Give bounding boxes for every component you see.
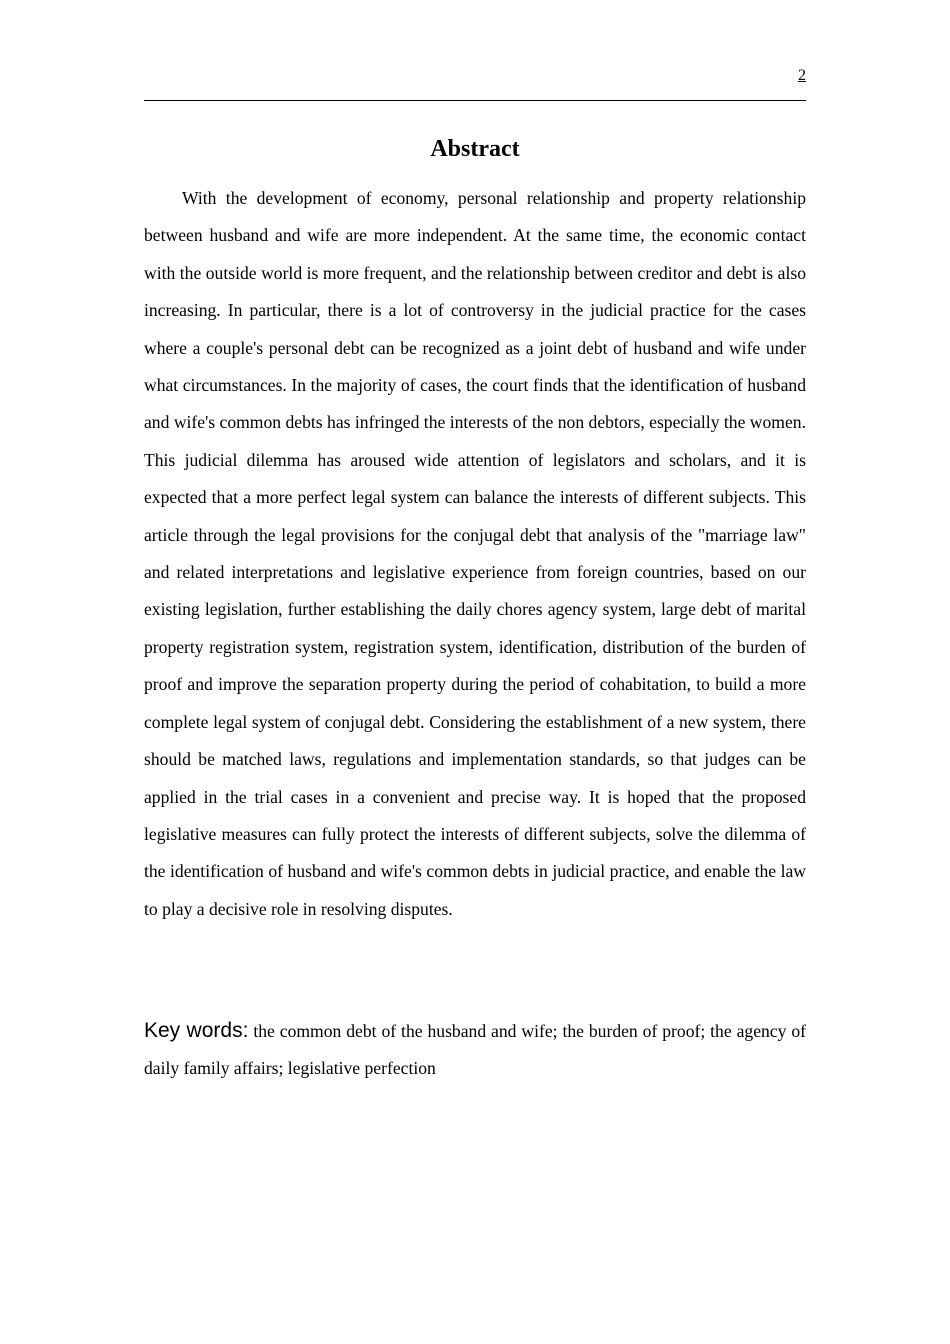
page-number: 2 xyxy=(798,67,806,84)
keywords-label: Key words: xyxy=(144,1019,249,1042)
keywords-text: the common debt of the husband and wife; the burden of proof; the agency of daily family affairs; legislative perfection xyxy=(144,1021,806,1079)
abstract-title: Abstract xyxy=(430,136,520,162)
header-rule xyxy=(144,100,806,101)
keywords-paragraph xyxy=(144,1012,806,1088)
abstract-body: With the development of economy, personal relationship and property relationship between husband and wife are more independent. At the same time, the economic contact with the outside world is more frequent, and the relationship between creditor and debt is also increasing. In particular, there is a lot of controversy in the judicial practice for the cases where a couple's personal debt can be recognized as a joint debt of husband and wife under what circumstances. In the majority of cases, the court finds that the identification of husband and wife's common debts has infringed the interests of the non debtors, especially the women. This judicial dilemma has aroused wide attention of legislators and scholars, and it is expected that a more perfect legal system can balance the interests of different subjects. This article through the legal provisions for the conjugal debt that analysis of the "marriage law" and related interpretations and legislative experience from foreign countries, based on our existing legislation, further establishing the daily chores agency system, large debt of marital property registration system, registration system, identification, distribution of the burden of proof and improve the separation property during the period of cohabitation, to build a more complete legal system of conjugal debt. Considering the establishment of a new system, there should be matched laws, regulations and implementation standards, so that judges can be applied in the trial cases in a convenient and precise way. It is hoped that the proposed legislative measures can fully protect the interests of different subjects, solve the dilemma of the identification of husband and wife's common debts in judicial practice, and enable the law to play a decisive role in resolving disputes. xyxy=(144,188,806,919)
